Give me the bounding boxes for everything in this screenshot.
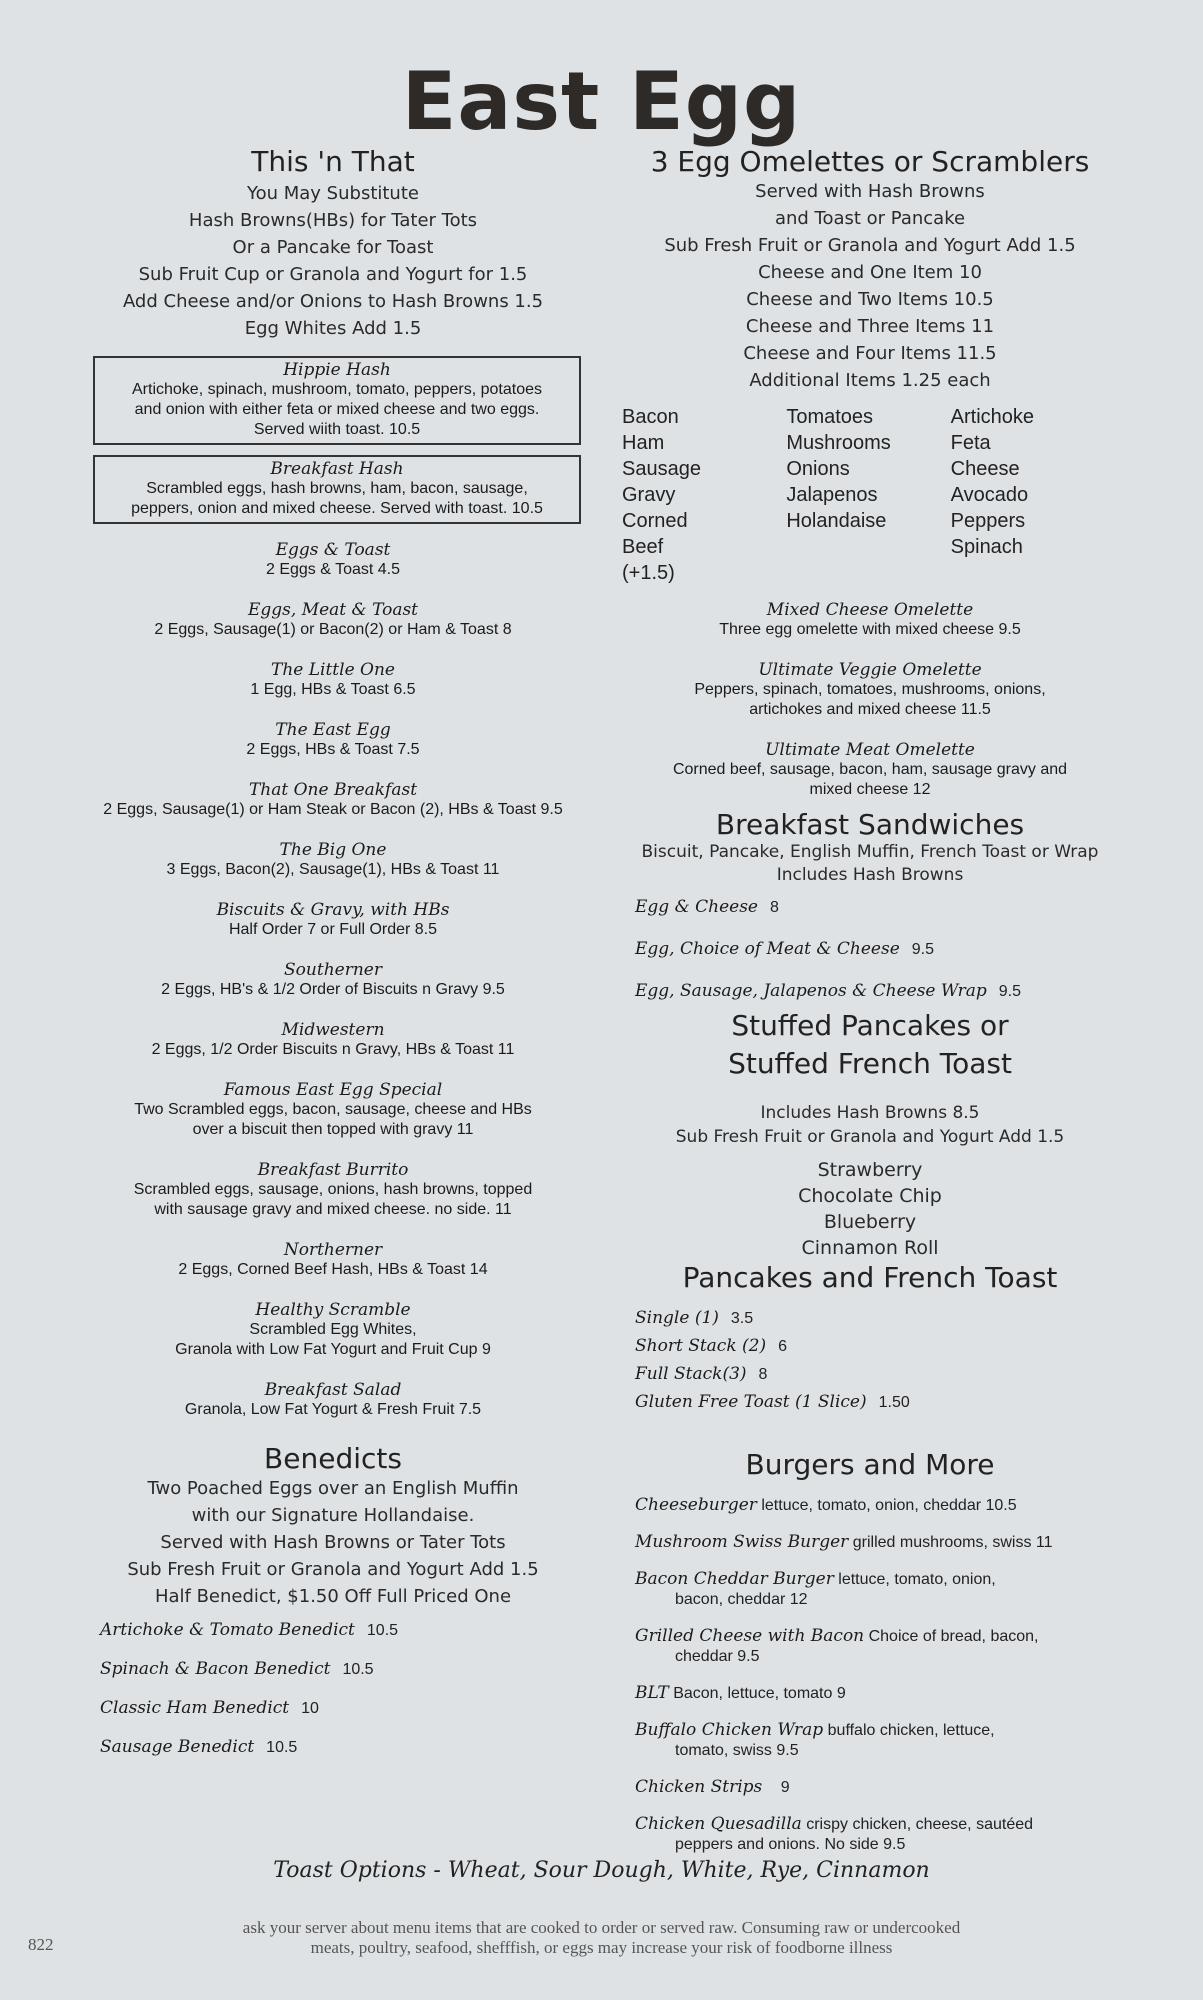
item-name: Spinach & Bacon Benedict bbox=[100, 1659, 331, 1679]
item-desc: Granola with Low Fat Yogurt and Fruit Cup 9 bbox=[175, 1341, 491, 1358]
ingredient: Bacon bbox=[622, 406, 679, 428]
right-column bbox=[620, 145, 1120, 1871]
menu-item bbox=[620, 600, 1120, 640]
note-line: Or a Pancake for Toast bbox=[232, 237, 434, 258]
item-name: Artichoke & Tomato Benedict bbox=[100, 1620, 355, 1640]
ingredient: Feta Cheese bbox=[950, 432, 1020, 480]
sandwich-list bbox=[620, 897, 1120, 1001]
ingredient: Tomatoes bbox=[786, 406, 874, 428]
menu-item bbox=[75, 720, 591, 760]
note-line: Sub Fresh Fruit or Granola and Yogurt Add 1.5 bbox=[675, 1127, 1065, 1147]
omelette-specials bbox=[620, 600, 1120, 800]
item-desc: Served wiith toast. 10.5 bbox=[253, 421, 421, 438]
item-name: Southerner bbox=[284, 960, 382, 980]
item-desc-cont: bacon, cheddar 12 bbox=[675, 1591, 808, 1608]
item-price: 6 bbox=[778, 1338, 788, 1355]
item-desc: 2 Eggs, Sausage(1) or Bacon(2) or Ham & Toast 8 bbox=[154, 621, 512, 638]
burger-item bbox=[635, 1495, 1120, 1516]
hippie-hash-box bbox=[93, 356, 581, 445]
item-desc: lettuce, tomato, onion, bbox=[838, 1571, 996, 1588]
item-name: Gluten Free Toast (1 Slice) bbox=[635, 1392, 867, 1412]
item-desc: lettuce, tomato, onion, cheddar 10.5 bbox=[761, 1497, 1017, 1514]
burger-item bbox=[635, 1683, 1120, 1704]
omelette-ingredients bbox=[622, 404, 1120, 586]
pancake-list bbox=[620, 1308, 1120, 1412]
pancake-item bbox=[635, 1308, 1120, 1328]
note-line: Cheese and One Item 10 bbox=[758, 262, 982, 283]
item-desc: over a biscuit then topped with gravy 11 bbox=[192, 1121, 474, 1138]
ingredient-col bbox=[951, 404, 1115, 586]
omelettes-heading: 3 Egg Omelettes or Scramblers bbox=[650, 145, 1090, 178]
note-line: You May Substitute bbox=[247, 183, 419, 204]
menu-item bbox=[75, 780, 591, 820]
item-name: Healthy Scramble bbox=[255, 1300, 411, 1320]
flavor: Blueberry bbox=[823, 1211, 917, 1233]
item-desc: mixed cheese 12 bbox=[809, 781, 931, 798]
menu-item bbox=[75, 1080, 591, 1140]
item-desc: peppers, onion and mixed cheese. Served with toast. 10.5 bbox=[131, 500, 543, 517]
item-desc: 2 Eggs, HBs & Toast 7.5 bbox=[246, 741, 420, 758]
item-name: Chicken Quesadilla bbox=[635, 1814, 802, 1834]
menu-item bbox=[75, 660, 591, 700]
ingredient: Avocado bbox=[950, 484, 1029, 506]
item-name: Eggs, Meat & Toast bbox=[247, 600, 419, 620]
item-price: 9.5 bbox=[998, 983, 1022, 1000]
item-name: Bacon Cheddar Burger bbox=[635, 1569, 834, 1589]
breakfast-hash-box bbox=[93, 455, 581, 524]
item-desc: Scrambled eggs, sausage, onions, hash browns, topped bbox=[133, 1181, 533, 1198]
note-line: and Toast or Pancake bbox=[774, 208, 966, 229]
item-name: Biscuits & Gravy, with HBs bbox=[216, 900, 450, 920]
item-name: Sausage Benedict bbox=[100, 1737, 255, 1757]
item-desc: Bacon, lettuce, tomato 9 bbox=[673, 1685, 846, 1702]
note-line: Served with Hash Browns bbox=[755, 181, 985, 202]
item-price: 10.5 bbox=[342, 1661, 374, 1678]
item-desc: Scrambled eggs, hash browns, ham, bacon, sausage, bbox=[146, 480, 528, 497]
item-desc: grilled mushrooms, swiss 11 bbox=[852, 1534, 1053, 1551]
note-line: Egg Whites Add 1.5 bbox=[244, 318, 422, 339]
note-line: Sub Fresh Fruit or Granola and Yogurt Add 1.5 bbox=[127, 1559, 539, 1580]
item-price: 10 bbox=[301, 1700, 319, 1717]
pancakes-heading: Pancakes and French Toast bbox=[682, 1261, 1058, 1294]
item-desc: Choice of bread, bacon, bbox=[868, 1628, 1039, 1645]
menu-item bbox=[75, 1160, 591, 1220]
stuffed-flavors bbox=[620, 1157, 1120, 1261]
item-name: Ultimate Meat Omelette bbox=[765, 740, 975, 760]
item-name: The Big One bbox=[279, 840, 387, 860]
note-line: Includes Hash Browns 8.5 bbox=[760, 1103, 980, 1123]
breakfast-items bbox=[75, 540, 591, 1420]
item-name: Mushroom Swiss Burger bbox=[635, 1532, 849, 1552]
item-name: Mixed Cheese Omelette bbox=[766, 600, 974, 620]
note-line: Add Cheese and/or Onions to Hash Browns 1.5 bbox=[122, 291, 544, 312]
item-desc: Corned beef, sausage, bacon, ham, sausage gravy and bbox=[672, 761, 1068, 778]
disclaimer-line: meats, poultry, seafood, shefffish, or eggs may increase your risk of foodborne illness bbox=[310, 1938, 893, 1957]
stuffed-heading-1: Stuffed Pancakes or bbox=[731, 1009, 1009, 1042]
toast-options: Toast Options - Wheat, Sour Dough, White, Rye, Cinnamon bbox=[273, 1858, 930, 1883]
item-desc: 2 Eggs, HB's & 1/2 Order of Biscuits n Gravy 9.5 bbox=[161, 981, 505, 998]
item-desc: Artichoke, spinach, mushroom, tomato, peppers, potatoes bbox=[132, 381, 542, 398]
benedict-item bbox=[100, 1698, 591, 1718]
item-name: Egg, Choice of Meat & Cheese bbox=[635, 939, 900, 959]
this-n-that-heading: This 'n That bbox=[251, 145, 415, 178]
menu-item bbox=[75, 1240, 591, 1280]
note-line: Biscuit, Pancake, English Muffin, French Toast or Wrap bbox=[641, 842, 1099, 862]
benedict-item bbox=[100, 1737, 591, 1757]
item-name: Buffalo Chicken Wrap bbox=[635, 1720, 824, 1740]
item-price: 8 bbox=[758, 1366, 768, 1383]
item-desc-cont: peppers and onions. No side 9.5 bbox=[675, 1836, 906, 1853]
item-name: Midwestern bbox=[281, 1020, 385, 1040]
item-desc: buffalo chicken, lettuce, bbox=[827, 1722, 995, 1739]
ingredient: Onions bbox=[786, 458, 850, 480]
ingredient: Holandaise bbox=[786, 510, 887, 532]
item-desc: Half Order 7 or Full Order 8.5 bbox=[228, 921, 438, 938]
omelette-notes bbox=[620, 178, 1120, 394]
item-desc: Scrambled Egg Whites, bbox=[249, 1321, 417, 1338]
burger-item bbox=[635, 1569, 1120, 1610]
ingredient: Jalapenos bbox=[786, 484, 878, 506]
note-line: Hash Browns(HBs) for Tater Tots bbox=[188, 210, 478, 231]
benedict-item bbox=[100, 1620, 591, 1640]
benedict-item bbox=[100, 1659, 591, 1679]
menu-item bbox=[75, 600, 591, 640]
benedicts-heading: Benedicts bbox=[264, 1442, 402, 1475]
item-desc: 2 Eggs & Toast 4.5 bbox=[265, 561, 400, 578]
ingredient: Gravy bbox=[622, 484, 676, 506]
item-price: 9.5 bbox=[911, 941, 935, 958]
item-name: Full Stack(3) bbox=[635, 1364, 747, 1384]
this-n-that-notes bbox=[75, 180, 591, 342]
item-desc: artichokes and mixed cheese 11.5 bbox=[749, 701, 991, 718]
burger-list bbox=[620, 1495, 1120, 1855]
item-name: Hippie Hash bbox=[283, 360, 391, 380]
item-price: 1.50 bbox=[878, 1394, 910, 1411]
item-name: Single (1) bbox=[635, 1308, 719, 1328]
item-name: Eggs & Toast bbox=[275, 540, 391, 560]
item-desc-cont: cheddar 9.5 bbox=[675, 1648, 760, 1665]
note-line: Sub Fresh Fruit or Granola and Yogurt Add 1.5 bbox=[664, 235, 1076, 256]
note-line: Cheese and Two Items 10.5 bbox=[746, 289, 994, 310]
item-desc: 2 Eggs, 1/2 Order Biscuits n Gravy, HBs & Toast 11 bbox=[151, 1041, 515, 1058]
ingredient: Spinach bbox=[950, 536, 1023, 558]
ingredient: Corned Beef (+1.5) bbox=[622, 510, 688, 584]
item-desc: and onion with either feta or mixed cheese and two eggs. bbox=[134, 401, 540, 418]
food-safety-disclaimer bbox=[0, 1918, 1203, 1958]
flavor: Strawberry bbox=[817, 1159, 923, 1181]
note-line: Two Poached Eggs over an English Muffin bbox=[147, 1478, 519, 1499]
item-name: Breakfast Burrito bbox=[257, 1160, 409, 1180]
item-desc: crispy chicken, cheese, sautéed bbox=[806, 1816, 1034, 1833]
item-price: 10.5 bbox=[366, 1622, 399, 1639]
flavor: Chocolate Chip bbox=[798, 1185, 942, 1207]
menu-item bbox=[75, 840, 591, 880]
note-line: Additional Items 1.25 each bbox=[749, 370, 991, 391]
item-desc-cont: tomato, swiss 9.5 bbox=[675, 1742, 799, 1759]
burgers-heading: Burgers and More bbox=[745, 1448, 995, 1481]
sandwich-notes bbox=[620, 841, 1120, 887]
item-name: Cheeseburger bbox=[635, 1495, 757, 1515]
item-desc: Peppers, spinach, tomatoes, mushrooms, onions, bbox=[694, 681, 1046, 698]
stuffed-notes bbox=[620, 1101, 1120, 1149]
item-desc: 2 Eggs, Corned Beef Hash, HBs & Toast 14 bbox=[178, 1261, 488, 1278]
item-name: Egg, Sausage, Jalapenos & Cheese Wrap bbox=[635, 981, 987, 1001]
burger-item bbox=[635, 1814, 1120, 1855]
menu-item bbox=[75, 1380, 591, 1420]
page-code: 822 bbox=[28, 1935, 54, 1954]
item-desc: 2 Eggs, Sausage(1) or Ham Steak or Bacon (2), HBs & Toast 9.5 bbox=[103, 801, 563, 818]
item-name: Breakfast Hash bbox=[270, 459, 404, 479]
disclaimer-line: ask your server about menu items that are cooked to order or served raw. Consuming raw or undercooked bbox=[242, 1918, 961, 1937]
burger-item bbox=[635, 1720, 1120, 1761]
item-name: BLT bbox=[635, 1683, 669, 1703]
item-price: 3.5 bbox=[730, 1310, 754, 1327]
item-desc: 1 Egg, HBs & Toast 6.5 bbox=[250, 681, 416, 698]
sandwich-item bbox=[635, 897, 1120, 917]
item-name: Ultimate Veggie Omelette bbox=[758, 660, 982, 680]
menu-item bbox=[75, 540, 591, 580]
item-name: Chicken Strips bbox=[635, 1777, 763, 1797]
item-name: Famous East Egg Special bbox=[223, 1080, 443, 1100]
note-line: Sub Fruit Cup or Granola and Yogurt for 1.5 bbox=[138, 264, 528, 285]
menu-item bbox=[620, 660, 1120, 720]
item-name: Grilled Cheese with Bacon bbox=[635, 1626, 865, 1646]
burger-item bbox=[635, 1626, 1120, 1667]
menu-item bbox=[75, 1020, 591, 1060]
benedict-list bbox=[75, 1620, 591, 1757]
menu-item bbox=[75, 960, 591, 1000]
ingredient: Peppers bbox=[950, 510, 1026, 532]
item-name: Classic Ham Benedict bbox=[100, 1698, 290, 1718]
ingredient: Sausage bbox=[622, 458, 701, 480]
left-column bbox=[75, 145, 591, 1776]
item-name: Short Stack (2) bbox=[635, 1336, 767, 1356]
sandwiches-heading: Breakfast Sandwiches bbox=[715, 808, 1025, 841]
item-name: The Little One bbox=[271, 660, 395, 680]
ingredient: Ham bbox=[622, 432, 665, 454]
pancake-item bbox=[635, 1336, 1120, 1356]
stuffed-heading-2: Stuffed French Toast bbox=[728, 1047, 1012, 1080]
sandwich-item bbox=[635, 981, 1120, 1001]
item-name: Egg & Cheese bbox=[635, 897, 758, 917]
ingredient: Artichoke bbox=[950, 406, 1035, 428]
note-line: with our Signature Hollandaise. bbox=[191, 1505, 475, 1526]
note-line: Half Benedict, $1.50 Off Full Priced One bbox=[154, 1586, 512, 1607]
menu-item bbox=[620, 740, 1120, 800]
burger-item bbox=[635, 1777, 1120, 1798]
item-price: 10.5 bbox=[266, 1739, 298, 1756]
ingredient: Mushrooms bbox=[786, 432, 891, 454]
pancake-item bbox=[635, 1364, 1120, 1384]
item-desc: 9 bbox=[780, 1779, 790, 1796]
menu-title: East Egg bbox=[401, 55, 802, 148]
flavor: Cinnamon Roll bbox=[801, 1237, 939, 1259]
benedicts-notes bbox=[75, 1475, 591, 1610]
item-name: The East Egg bbox=[275, 720, 391, 740]
note-line: Served with Hash Browns or Tater Tots bbox=[160, 1532, 506, 1553]
burger-item bbox=[635, 1532, 1120, 1553]
item-desc: Two Scrambled eggs, bacon, sausage, cheese and HBs bbox=[134, 1101, 532, 1118]
sandwich-item bbox=[635, 939, 1120, 959]
item-desc: Three egg omelette with mixed cheese 9.5 bbox=[719, 621, 1021, 638]
item-price: 8 bbox=[769, 899, 779, 916]
item-desc: 3 Eggs, Bacon(2), Sausage(1), HBs & Toast 11 bbox=[166, 861, 500, 878]
note-line: Includes Hash Browns bbox=[776, 865, 964, 885]
note-line: Cheese and Four Items 11.5 bbox=[743, 343, 997, 364]
note-line: Cheese and Three Items 11 bbox=[745, 316, 995, 337]
pancake-item bbox=[635, 1392, 1120, 1412]
menu-item bbox=[75, 1300, 591, 1360]
ingredient-col bbox=[786, 404, 950, 586]
ingredient-col bbox=[622, 404, 786, 586]
item-name: Breakfast Salad bbox=[264, 1380, 402, 1400]
menu-item bbox=[75, 900, 591, 940]
item-desc: Granola, Low Fat Yogurt & Fresh Fruit 7.5 bbox=[184, 1401, 482, 1418]
item-name: Northerner bbox=[283, 1240, 383, 1260]
item-name: That One Breakfast bbox=[248, 780, 418, 800]
item-desc: with sausage gravy and mixed cheese. no side. 11 bbox=[154, 1201, 512, 1218]
